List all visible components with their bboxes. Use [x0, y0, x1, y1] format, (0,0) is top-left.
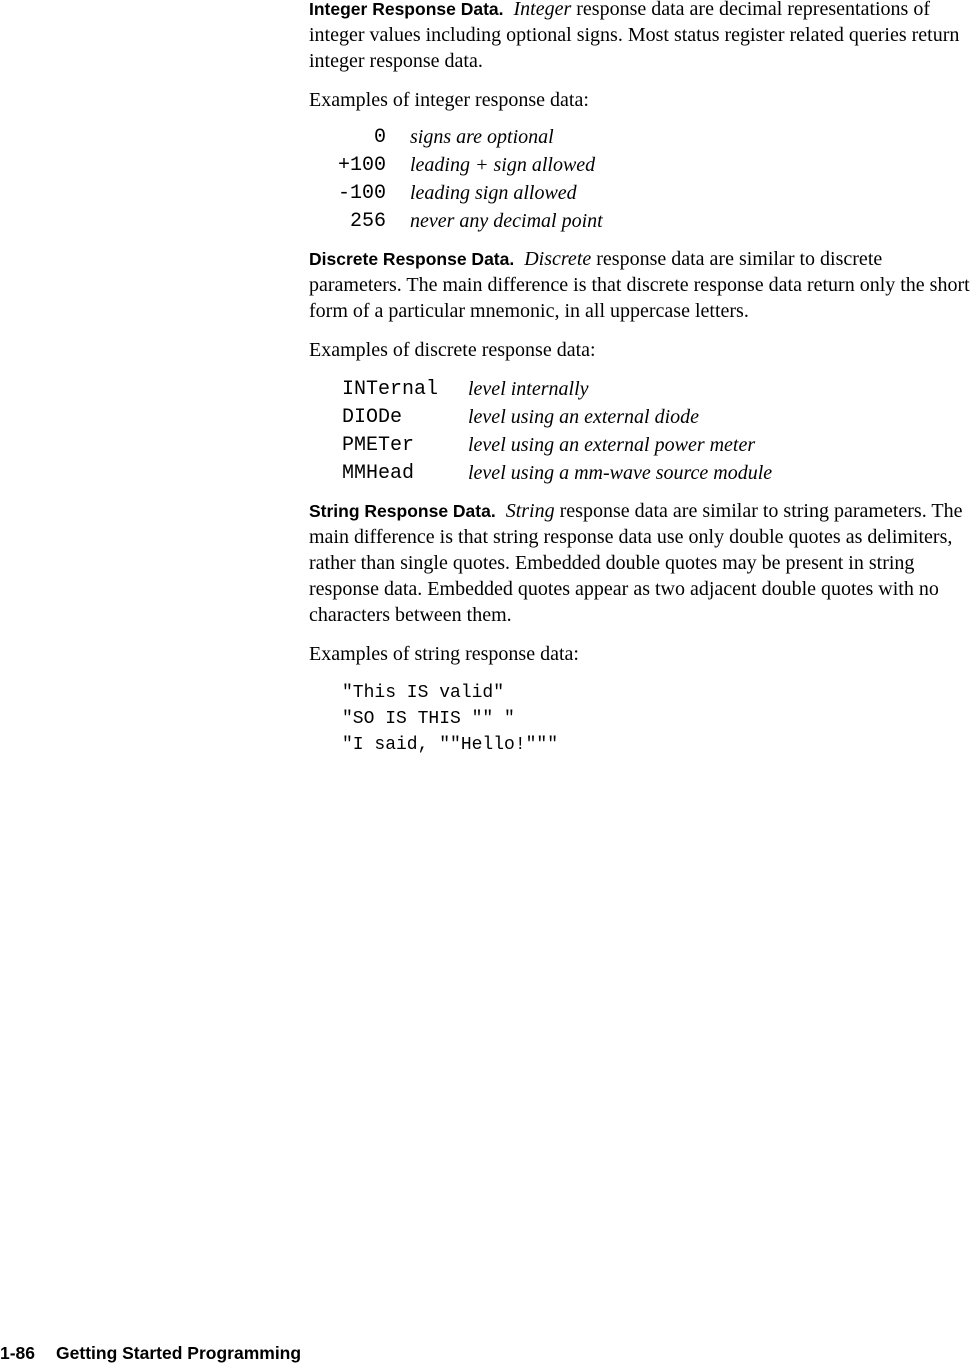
string-heading: String Response Data. [309, 501, 496, 521]
string-body: response data are similar to string parameters. The main difference is that string response data use only double quotes as delimiters, rather than single quotes. Embedded double quotes may be present in string response data. Embedded quotes appear as two adjacent double quotes with no characters between them. [309, 500, 963, 626]
example-description: leading sign allowed [410, 181, 577, 204]
integer-example-row [309, 123, 603, 151]
string-example: "I said, ""Hello!""" [342, 735, 559, 755]
discrete-term: Discrete [524, 248, 592, 270]
example-description: level internally [468, 377, 589, 400]
string-examples [309, 680, 976, 758]
example-code: -100 [337, 181, 386, 205]
example-code: +100 [337, 153, 386, 177]
example-description: never any decimal point [410, 209, 603, 232]
example-description: level using a mm-wave source module [468, 461, 773, 484]
example-code: 256 [349, 209, 386, 233]
integer-example-row [309, 207, 603, 235]
example-description: level using an external diode [468, 405, 700, 428]
example-description: level using an external power meter [468, 433, 756, 456]
example-code: INTernal [342, 377, 439, 401]
discrete-paragraph [309, 246, 976, 324]
string-examples-intro: Examples of string response data: [309, 643, 579, 665]
string-example: "SO IS THIS "" " [342, 709, 515, 729]
discrete-examples-intro: Examples of discrete response data: [309, 339, 596, 361]
example-description: signs are optional [410, 125, 554, 148]
example-code: 0 [373, 125, 386, 149]
discrete-example-row [309, 431, 772, 459]
discrete-body: response data are similar to discrete parameters. The main difference is that discrete response data return only the short form of a particular mnemonic, in all uppercase letters. [309, 248, 970, 322]
discrete-example-row [309, 459, 772, 487]
integer-paragraph [309, 0, 976, 74]
discrete-example-row [309, 375, 772, 403]
integer-examples-intro: Examples of integer response data: [309, 89, 589, 111]
example-description: leading + sign allowed [410, 153, 596, 176]
example-code: MMHead [342, 461, 415, 485]
integer-examples-table [309, 123, 603, 235]
string-paragraph [309, 498, 976, 628]
example-code: PMETer [342, 433, 415, 457]
page-number: 1-86 [0, 1343, 36, 1363]
string-term: String [505, 500, 555, 522]
integer-heading: Integer Response Data. [309, 0, 504, 19]
integer-body: response data are decimal representations of integer values including optional signs. Most status register related queries return integer response data. [309, 0, 960, 72]
discrete-examples-table [309, 375, 772, 487]
integer-example-row [309, 179, 603, 207]
discrete-example-row [309, 403, 772, 431]
page-footer [0, 1340, 301, 1366]
discrete-heading: Discrete Response Data. [309, 249, 515, 269]
chapter-title: Getting Started Programming [56, 1343, 302, 1363]
page-content [309, 0, 976, 758]
integer-term: Integer [513, 0, 572, 20]
example-code: DIODe [342, 405, 403, 429]
string-example: "This IS valid" [342, 683, 505, 703]
integer-example-row [309, 151, 603, 179]
